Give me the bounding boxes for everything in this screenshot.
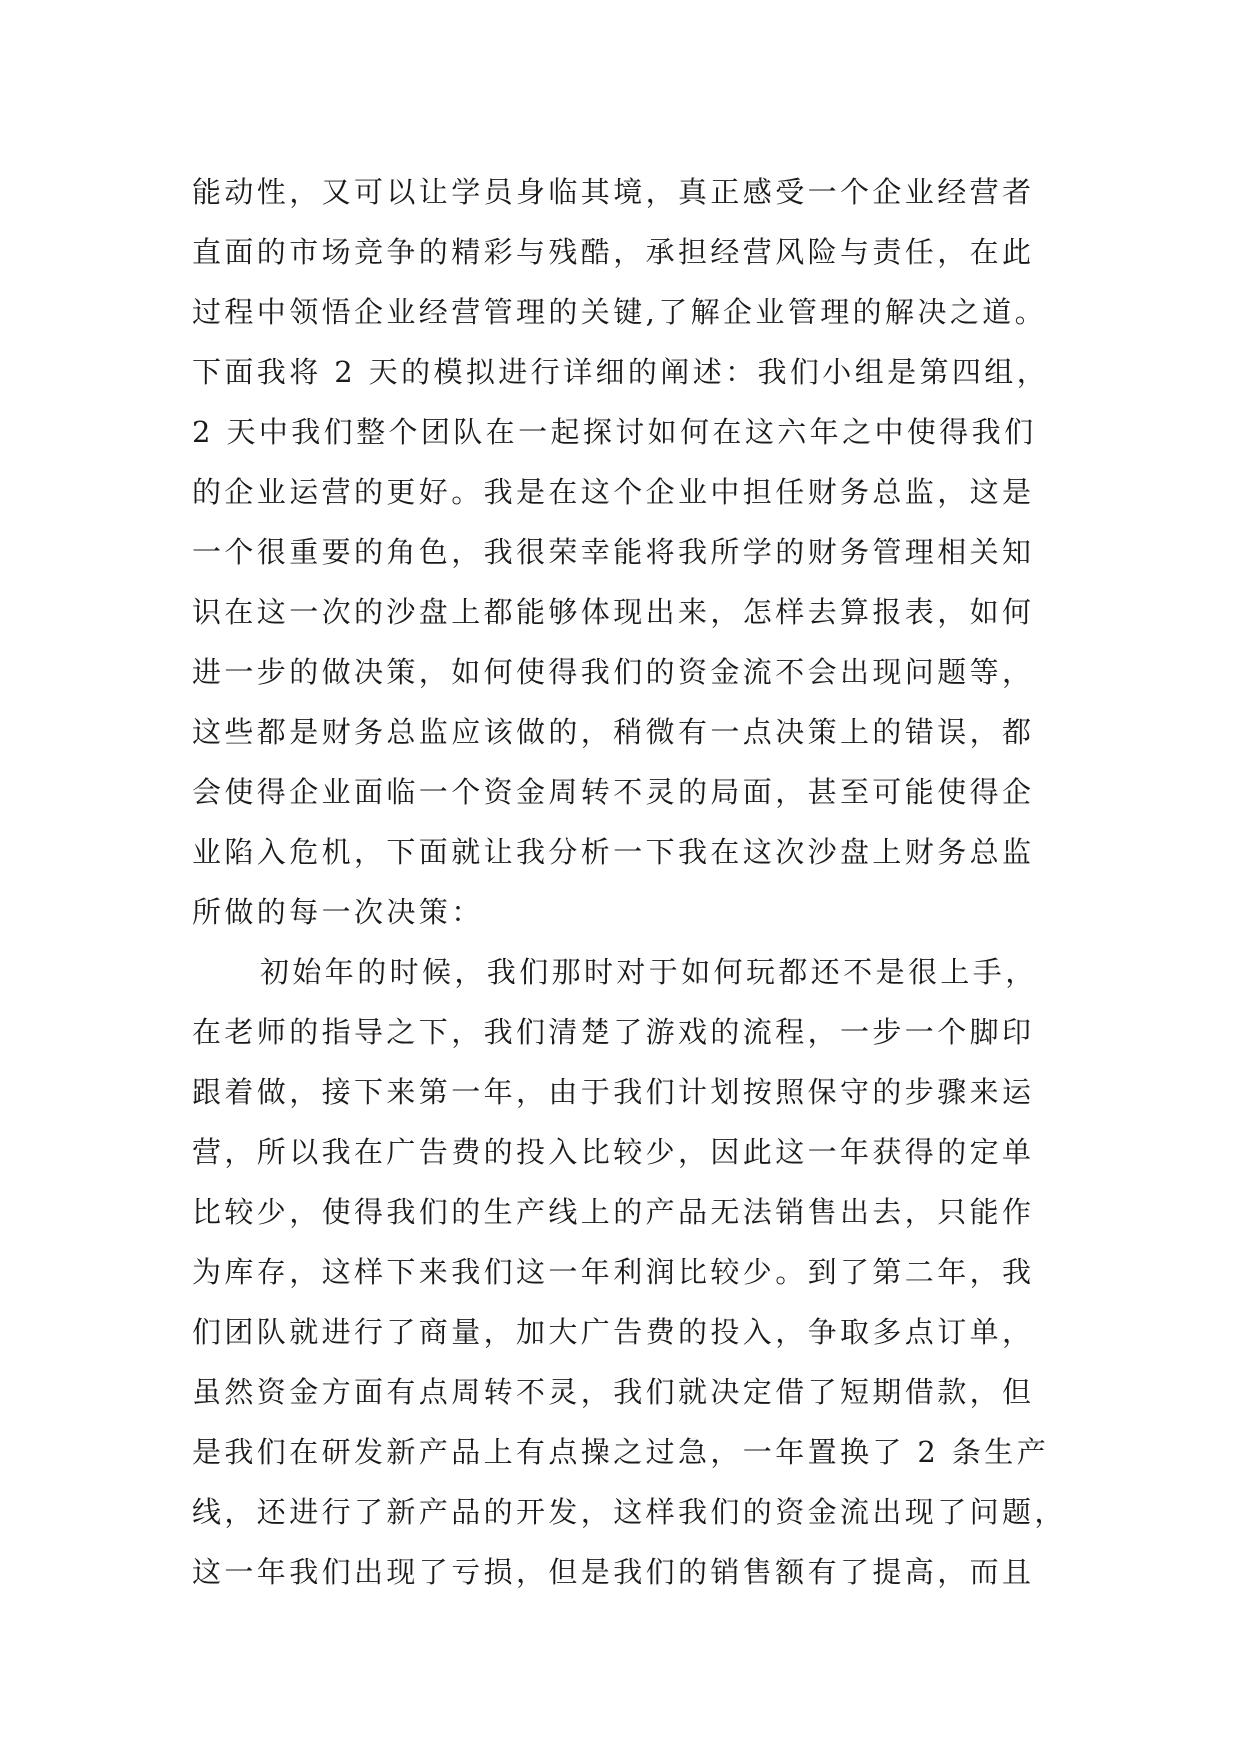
- text-line: 直面的市场竞争的精彩与残酷，承担经营风险与责任，在此: [192, 235, 1035, 269]
- text-line: 比较少，使得我们的生产线上的产品无法销售出去，只能作: [192, 1195, 1035, 1229]
- body-text: [192, 162, 1072, 1602]
- text-line: 营，所以我在广告费的投入比较少，因此这一年获得的定单: [192, 1135, 1035, 1169]
- text-line: 这些都是财务总监应该做的，稍微有一点决策上的错误，都: [192, 715, 1035, 749]
- text-line: 能动性，又可以让学员身临其境，真正感受一个企业经营者: [192, 175, 1035, 209]
- paragraph-first-line: 初始年的时候，我们那时对于如何玩都还不是很上手，: [260, 955, 1038, 989]
- text-line: 的企业运营的更好。我是在这个企业中担任财务总监，这是: [192, 475, 1035, 509]
- text-line: 会使得企业面临一个资金周转不灵的局面，甚至可能使得企: [192, 775, 1035, 809]
- text-line: 是我们在研发新产品上有点操之过急，一年置换了 2 条生产: [192, 1435, 1050, 1469]
- text-line: 所做的每一次决策：: [192, 895, 484, 929]
- text-line: 下面我将 2 天的模拟进行详细的阐述：我们小组是第四组，: [192, 355, 1050, 389]
- text-line: 虽然资金方面有点周转不灵，我们就决定借了短期借款，但: [192, 1375, 1035, 1409]
- text-line: 2 天中我们整个团队在一起探讨如何在这六年之中使得我们: [192, 415, 1037, 449]
- text-line: 为库存，这样下来我们这一年利润比较少。到了第二年，我: [192, 1255, 1035, 1289]
- text-line: 跟着做，接下来第一年，由于我们计划按照保守的步骤来运: [192, 1075, 1035, 1109]
- text-line: 线，还进行了新产品的开发，这样我们的资金流出现了问题，: [192, 1495, 1067, 1529]
- text-line: 过程中领悟企业经营管理的关键,了解企业管理的解决之道。: [192, 295, 1048, 329]
- text-line: 们团队就进行了商量，加大广告费的投入，争取多点订单，: [192, 1315, 1035, 1349]
- text-line: 一个很重要的角色，我很荣幸能将我所学的财务管理相关知: [192, 535, 1035, 569]
- text-line: 这一年我们出现了亏损，但是我们的销售额有了提高，而且: [192, 1555, 1035, 1589]
- text-line: 识在这一次的沙盘上都能够体现出来，怎样去算报表，如何: [192, 595, 1035, 629]
- text-line: 在老师的指导之下，我们清楚了游戏的流程，一步一个脚印: [192, 1015, 1035, 1049]
- text-line: 业陷入危机，下面就让我分析一下我在这次沙盘上财务总监: [192, 835, 1035, 869]
- text-line: 进一步的做决策，如何使得我们的资金流不会出现问题等，: [192, 655, 1035, 689]
